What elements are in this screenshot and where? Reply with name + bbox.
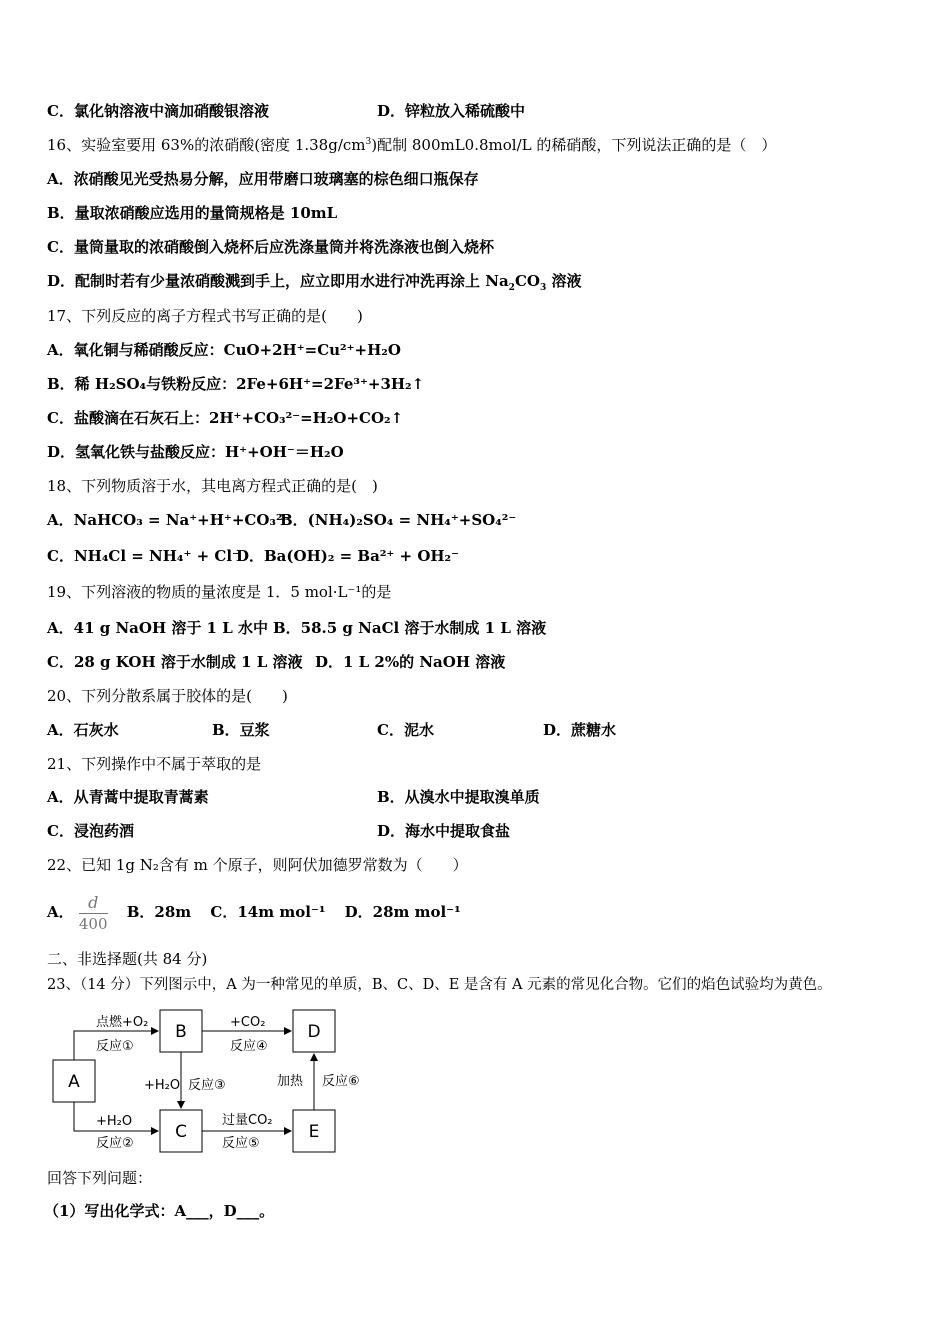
- q17-option-b: B．稀 H₂SO₄与铁粉反应：2Fe+6H⁺=2Fe³⁺+3H₂↑: [47, 375, 425, 393]
- q16-stem-a: 16、实验室要用 63%的浓硝酸(密度 1.38g/cm: [47, 136, 366, 154]
- q22-stem: 22、已知 1g N₂含有 m 个原子，则阿伏加德罗常数为（ ）: [47, 856, 468, 874]
- reaction-2-label: 反应②: [96, 1136, 134, 1151]
- node-d-label: D: [307, 1022, 321, 1042]
- reaction-4-condition: +CO₂: [230, 1015, 266, 1030]
- reaction-5-label: 反应⑤: [222, 1136, 260, 1151]
- reaction-2-condition: +H₂O: [96, 1114, 133, 1129]
- q23-stem: 23、（14 分）下列图示中，A 为一种常见的单质，B、C、D、E 是含有 A 元素的常见化合物。它们的焰色试验均为黄色。: [47, 977, 832, 993]
- reaction-diagram: [40, 1000, 380, 1160]
- reaction-3-condition: +H₂O: [144, 1078, 181, 1093]
- node-b-label: B: [175, 1022, 187, 1042]
- q20-option-a: A．石灰水: [47, 721, 119, 739]
- q21-option-a: A．从青蒿中提取青蒿素: [47, 788, 209, 806]
- q17-option-d: D．氢氧化铁与盐酸反应：H⁺+OH⁻＝H₂O: [47, 443, 344, 461]
- q17-option-a: A．氧化铜与稀硝酸反应：CuO+2H⁺=Cu²⁺+H₂O: [47, 341, 401, 359]
- node-e-label: E: [308, 1122, 320, 1142]
- q20-option-b: B．豆浆: [212, 721, 270, 739]
- q21-option-b: B．从溴水中提取溴单质: [377, 788, 540, 806]
- reaction-6-label: 反应⑥: [322, 1074, 360, 1089]
- q18-option-d: D．Ba(OH)₂ = Ba²⁺ + OH₂⁻: [236, 547, 460, 565]
- q16-option-c: C．量筒量取的浓硝酸倒入烧杯后应洗涤量筒并将洗涤液也倒入烧杯: [47, 238, 494, 256]
- q21-option-c: C．浸泡药酒: [47, 822, 134, 840]
- q21-stem: 21、下列操作中不属于萃取的是: [47, 755, 262, 773]
- q23-answer-prompt: 回答下列问题：: [47, 1169, 153, 1187]
- reaction-5-condition: 过量CO₂: [222, 1113, 273, 1128]
- q19-option-a: A．41 g NaOH 溶于 1 L 水中: [47, 619, 268, 637]
- fraction-numerator: d: [79, 893, 108, 914]
- q22-option-a-fraction: [79, 893, 108, 934]
- q18-stem: 18、下列物质溶于水，其电离方程式正确的是( ): [47, 477, 378, 495]
- reaction-4-label: 反应④: [230, 1039, 268, 1054]
- q17-stem: 17、下列反应的离子方程式书写正确的是( ): [47, 307, 363, 325]
- q18-option-b: B．(NH₄)₂SO₄ = NH₄⁺+SO₄²⁻: [280, 511, 517, 529]
- q16-option-d-sub2: 3: [539, 283, 547, 293]
- q16-option-d: [47, 271, 581, 291]
- q15-option-c: C．氯化钠溶液中滴加硝酸银溶液: [47, 102, 269, 120]
- q16-stem: [47, 135, 776, 155]
- q19-option-d: D．1 L 2%的 NaOH 溶液: [315, 653, 506, 671]
- q18-option-a: A．NaHCO₃ = Na⁺+H⁺+CO₃²⁻: [47, 511, 291, 529]
- q17-option-c: C．盐酸滴在石灰石上：2H⁺+CO₃²⁻=H₂O+CO₂↑: [47, 409, 404, 427]
- node-a-label: A: [68, 1072, 80, 1092]
- q22-option-b: B．28m: [126, 903, 192, 921]
- q22-option-d: D．28m mol⁻¹: [344, 903, 461, 921]
- q16-stem-b: )配制 800mL0.8mol/L 的稀硝酸，下列说法正确的是（ ）: [371, 136, 777, 154]
- q16-option-d-b: CO: [514, 272, 540, 290]
- q22-option-a-label: A．: [47, 903, 74, 921]
- q16-option-d-sub1: 2: [508, 283, 515, 293]
- q19-option-b: B．58.5 g NaCl 溶于水制成 1 L 溶液: [273, 619, 547, 637]
- q16-option-d-a: D．配制时若有少量浓硝酸溅到手上，应立即用水进行冲洗再涂上 Na: [47, 272, 509, 290]
- section-heading: 二、非选择题(共 84 分): [47, 950, 208, 968]
- reaction-1-label: 反应①: [96, 1039, 134, 1054]
- q20-stem: 20、下列分散系属于胶体的是( ): [47, 687, 288, 705]
- q16-option-a: A．浓硝酸见光受热易分解，应用带磨口玻璃塞的棕色细口瓶保存: [47, 170, 479, 188]
- fraction-denominator: 400: [78, 914, 108, 933]
- q22-options: [47, 890, 461, 934]
- q23-subquestion-1: （1）写出化学式：A___，D___。: [44, 1202, 275, 1220]
- q16-stem-sup: 3: [365, 137, 372, 147]
- q20-option-d: D．蔗糖水: [543, 721, 617, 739]
- reaction-6-condition: 加热: [277, 1074, 304, 1089]
- q19-option-c: C．28 g KOH 溶于水制成 1 L 溶液: [47, 653, 303, 671]
- q16-option-b: B．量取浓硝酸应选用的量筒规格是 10mL: [47, 204, 338, 222]
- q21-option-d: D．海水中提取食盐: [377, 822, 511, 840]
- reaction-3-label: 反应③: [188, 1078, 226, 1093]
- reaction-1-condition: 点燃+O₂: [96, 1015, 149, 1030]
- q18-option-c: C．NH₄Cl = NH₄⁺ + Cl⁻: [47, 547, 240, 565]
- q15-option-d: D．锌粒放入稀硫酸中: [377, 102, 526, 120]
- q16-option-d-c: 溶液: [546, 272, 582, 290]
- node-c-label: C: [175, 1122, 187, 1142]
- q22-option-c: C．14m mol⁻¹: [210, 903, 326, 921]
- q20-option-c: C．泥水: [377, 721, 434, 739]
- q19-stem: 19、下列溶液的物质的量浓度是 1．5 mol·L⁻¹的是: [47, 583, 392, 601]
